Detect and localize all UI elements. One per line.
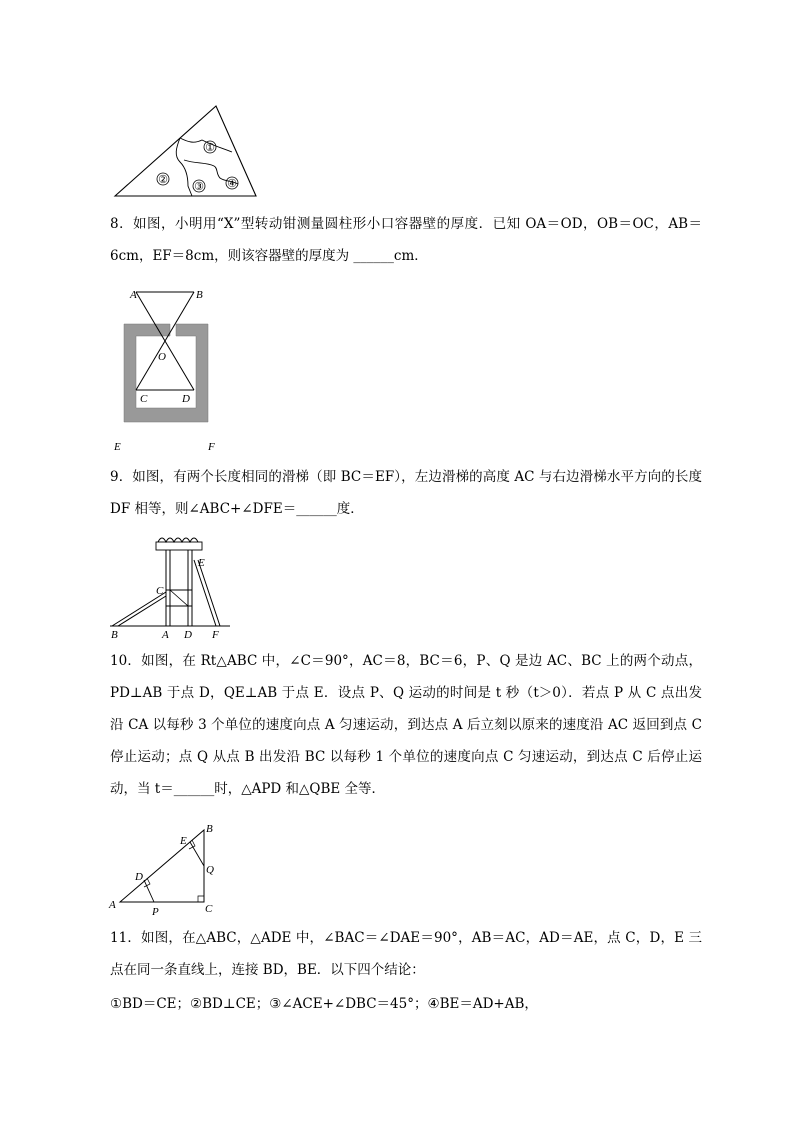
question-11-body: 11．如图，在△ABC，△ADE 中，∠BAC＝∠DAE＝90°，AB＝AC，AD＝AE，点 C，D，E 三点在同一条直线上，连接 BD，BE．以下四个结论： [110, 930, 702, 978]
point-B-label: B [206, 823, 213, 835]
triangle-pieces-figure [110, 100, 260, 200]
piece-1-label: ① [205, 142, 215, 154]
point-B-label: B [196, 289, 203, 301]
question-11-conclusions [110, 988, 702, 1020]
point-D-label: D [135, 871, 143, 883]
container-tongs-figure [110, 282, 230, 454]
question-10-text [110, 645, 702, 805]
point-A-label: A [130, 289, 137, 301]
point-F-label: F [208, 441, 215, 453]
point-D-label: D [182, 393, 190, 405]
question-10-body: 10．如图，在 Rt△ABC 中，∠C＝90°，AC＝8，BC＝6，P、Q 是边 AC、BC 上的两个动点，PD⊥AB 于点 D，QE⊥AB 于点 E．设点 P、Q 运动的时间是 t 秒（t＞0）．若点 P 从 C 点出发沿 CA 以每秒 3 个单位的速度向点 A 匀速运动，到达点 A 后立刻以原来的速度沿 AC 返回到点 C 停止运动；点 Q 从点 B 出发沿 BC 以每秒 1 个单位的速度向点 C 匀速运动，到达点 C 后停止运动，当 t＝______时，△APD 和△QBE 全等． [110, 653, 702, 797]
point-P-label: P [152, 906, 159, 918]
point-D-label: D [184, 629, 192, 641]
point-C-label: C [140, 393, 148, 405]
question-8-body: 8．如图，小明用“X”型转动钳测量圆柱形小口容器壁的厚度．已知 OA＝OD，OB＝OC，AB＝6cm，EF＝8cm，则该容器壁的厚度为 ______cm． [110, 216, 702, 264]
point-F-label: F [212, 629, 219, 641]
point-C-label: C [156, 585, 164, 597]
slides-figure [108, 532, 238, 640]
point-E-label: E [198, 557, 205, 569]
point-B-label: B [111, 629, 118, 641]
point-C-label: C [205, 903, 213, 915]
question-9-body: 9．如图，有两个长度相同的滑梯（即 BC＝EF），左边滑梯的高度 AC 与右边滑梯水平方向的长度 DF 相等，则∠ABC+∠DFE＝______度． [110, 469, 702, 517]
point-E-label: E [114, 441, 121, 453]
question-9-text [110, 461, 702, 525]
right-triangle-figure [106, 820, 226, 918]
point-O-label: O [158, 351, 166, 363]
point-A-label: A [162, 629, 169, 641]
point-E-label: E [180, 835, 187, 847]
piece-2-label: ② [158, 174, 168, 186]
point-Q-label: Q [206, 864, 214, 876]
piece-4-label: ④ [227, 178, 237, 190]
question-11-conclusions-text: ①BD＝CE；②BD⊥CE；③∠ACE+∠DBC＝45°；④BE＝AD+AB， [110, 996, 538, 1012]
piece-3-label: ③ [194, 181, 204, 193]
question-8-text [110, 208, 702, 272]
question-11-text [110, 922, 702, 986]
point-A-label: A [109, 899, 116, 911]
